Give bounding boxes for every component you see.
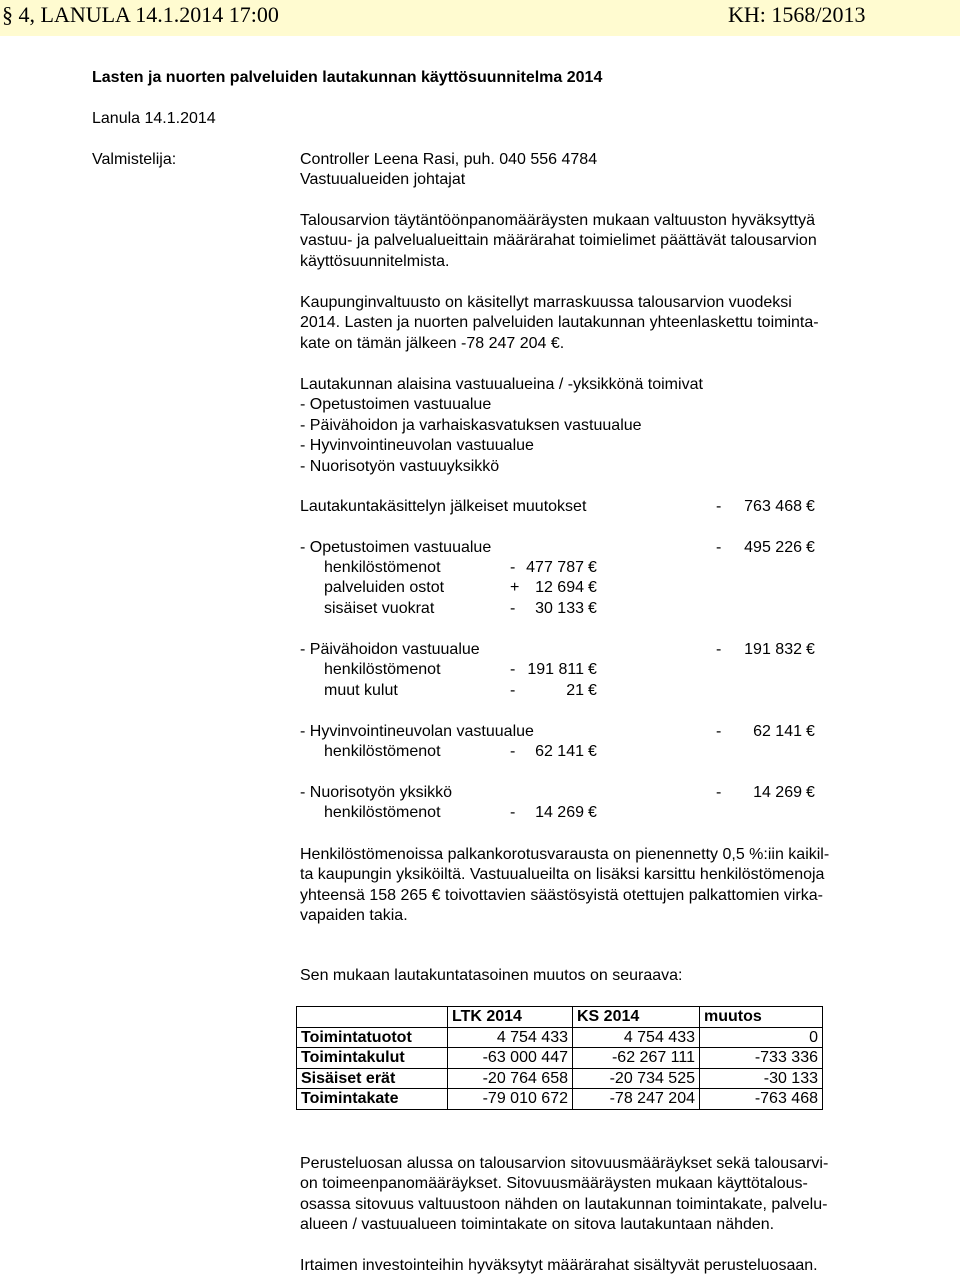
table-row [297, 1068, 823, 1089]
euro-sign: € [806, 723, 815, 740]
text-line: ta kaupungin yksiköiltä. Vastuualueilta on lisäksi karsittu henkilöstömenoja [300, 866, 825, 884]
text-line: vapaiden takia. [300, 907, 408, 925]
table-header-row [297, 1007, 823, 1028]
euro-sign: € [588, 579, 597, 596]
group-value: 62 141 [753, 723, 802, 740]
text-line: kate on tämän jälkeen -78 247 204 €. [300, 334, 565, 352]
summary-intro: Sen mukaan lautakuntatasoinen muutos on seuraava: [300, 967, 683, 984]
detail-label: henkilöstömenot [324, 559, 441, 576]
text-line: Kaupunginvaltuusto on käsitellyt marraskuussa talousarvion vuodeksi [300, 294, 792, 311]
row-label: Toimintakate [297, 1089, 448, 1110]
detail-label: sisäiset vuokrat [324, 600, 435, 617]
euro-sign: € [588, 682, 597, 699]
table-header-cell: LTK 2014 [448, 1007, 573, 1028]
table-row [297, 1089, 823, 1110]
text-line: on toimeenpanomääräykset. Sitovuusmääräysten mukaan käyttötalous- [300, 1175, 808, 1193]
euro-sign: € [588, 559, 597, 576]
euro-sign: € [806, 784, 815, 801]
preparer-label: Valmistelija: [92, 151, 177, 168]
detail-label: henkilöstömenot [324, 743, 441, 760]
detail-label: henkilöstömenot [324, 804, 441, 821]
row-label: Toimintakulut [297, 1048, 448, 1069]
amount-sign: - [716, 641, 722, 658]
detail-value: 12 694 [535, 579, 584, 596]
paragraph-binding-rules [300, 1154, 880, 1236]
text-line: vastuu- ja palvelualueittain määrärahat toimielimet päättävät talousarvion [300, 232, 817, 250]
detail-value: 477 787 [526, 559, 584, 576]
table-cell: -78 247 204 [573, 1089, 700, 1110]
group-label: - Nuorisotyön yksikkö [300, 784, 453, 801]
amount-sign: - [510, 743, 516, 760]
total-change-line [300, 497, 840, 517]
table-cell: 0 [700, 1027, 823, 1048]
paragraph-council-budget [300, 293, 880, 354]
header-case-number: KH: 1568/2013 [728, 2, 866, 27]
detail-label: muut kulut [324, 682, 398, 699]
table-cell: 4 754 433 [573, 1027, 700, 1048]
euro-sign: € [588, 804, 597, 821]
amount-sign: - [510, 600, 516, 617]
text-line: Talousarvion täytäntöönpanomääräysten mukaan valtuuston hyväksyttyä [300, 212, 815, 229]
preparer-directors: Vastuualueiden johtajat [300, 171, 466, 188]
detail-line [300, 578, 840, 598]
amount-sign: - [510, 559, 516, 576]
amount-sign: - [510, 661, 516, 678]
group-value: 14 269 [753, 784, 802, 801]
euro-sign: € [588, 661, 597, 678]
detail-value: 62 141 [535, 743, 584, 760]
table-cell: -20 764 658 [448, 1068, 573, 1089]
amount-sign: - [716, 539, 722, 556]
preparer-name: Controller Leena Rasi, puh. 040 556 4784 [300, 151, 598, 168]
group-value: 191 832 [744, 641, 802, 658]
text-line: osassa sitovuus valtuustoon nähden on lautakunnan toimintakate, palvelu- [300, 1195, 828, 1213]
group-label: - Opetustoimen vastuualue [300, 539, 492, 556]
group-line-paivahoito [300, 640, 840, 660]
table-header-cell: KS 2014 [573, 1007, 700, 1028]
detail-line [300, 558, 840, 578]
text-line: käyttösuunnitelmista. [300, 252, 450, 270]
header-section-info: § 4, LANULA 14.1.2014 17:00 [2, 2, 279, 27]
detail-line [300, 599, 840, 619]
detail-value: 21 [566, 682, 584, 699]
group-value: 495 226 [744, 539, 802, 556]
table-cell: -63 000 447 [448, 1048, 573, 1069]
group-label: - Hyvinvointineuvolan vastuualue [300, 723, 534, 740]
text-line: 2014. Lasten ja nuorten palveluiden lautakunnan yhteenlaskettu toiminta- [300, 314, 819, 332]
paragraph-investments: Irtaimen investointeihin hyväksytyt määrärahat sisältyvät perusteluosaan. [300, 1257, 818, 1274]
table-cell: -79 010 672 [448, 1089, 573, 1110]
detail-label: henkilöstömenot [324, 661, 441, 678]
amount-sign: - [716, 784, 722, 801]
units-intro: Lautakunnan alaisina vastuualueina / -yksikkönä toimivat [300, 376, 703, 393]
text-line: Henkilöstömenoissa palkankorotusvarausta on pienennetty 0,5 %:iin kaikil- [300, 846, 830, 863]
group-line-neuvola [300, 722, 840, 742]
table-cell: -30 133 [700, 1068, 823, 1089]
euro-sign: € [806, 539, 815, 556]
group-line-opetus [300, 538, 840, 558]
row-label: Sisäiset erät [297, 1068, 448, 1089]
group-label: - Päivähoidon vastuualue [300, 641, 480, 658]
table-row [297, 1048, 823, 1069]
amount-sign: - [716, 723, 722, 740]
detail-label: palveluiden ostot [324, 579, 445, 596]
document-header [0, 0, 960, 36]
paragraph-budget-rules [300, 211, 880, 272]
table-cell: -62 267 111 [573, 1048, 700, 1069]
units-list [300, 375, 880, 477]
list-item: - Nuorisotyön vastuuyksikkö [300, 457, 500, 475]
row-label: Toimintatuotot [297, 1027, 448, 1048]
table-cell: -20 734 525 [573, 1068, 700, 1089]
amount-sign: + [510, 579, 520, 596]
detail-line [300, 742, 840, 762]
detail-value: 30 133 [535, 600, 584, 617]
amount-sign: - [716, 498, 722, 515]
document-title: Lasten ja nuorten palveluiden lautakunnan käyttösuunnitelma 2014 [92, 69, 603, 86]
table-cell: -763 468 [700, 1089, 823, 1110]
detail-line [300, 660, 840, 680]
text-line: Perusteluosan alussa on talousarvion sitovuusmääräykset sekä talousarvi- [300, 1155, 829, 1172]
detail-value: 14 269 [535, 804, 584, 821]
text-line: yhteensä 158 265 € toivottavien säästösyistä otettujen palkattomien virka- [300, 886, 823, 904]
text-line: alueen / vastuualueen toimintakate on sitova lautakuntaan nähden. [300, 1216, 775, 1234]
euro-sign: € [588, 743, 597, 760]
detail-value: 191 811 [527, 661, 584, 678]
total-change-label: Lautakuntakäsittelyn jälkeiset muutokset [300, 498, 587, 515]
paragraph-salary-reserve [300, 845, 880, 927]
table-header-cell: muutos [700, 1007, 823, 1028]
table-header-cell [297, 1007, 448, 1028]
list-item: - Opetustoimen vastuualue [300, 396, 492, 414]
list-item: - Päivähoidon ja varhaiskasvatuksen vastuualue [300, 416, 642, 434]
total-change-value: 763 468 [744, 498, 802, 515]
detail-line [300, 681, 840, 701]
table-cell: -733 336 [700, 1048, 823, 1069]
euro-sign: € [806, 641, 815, 658]
table-row [297, 1027, 823, 1048]
group-line-nuoriso [300, 783, 840, 803]
euro-sign: € [806, 498, 815, 515]
amount-sign: - [510, 682, 516, 699]
euro-sign: € [588, 600, 597, 617]
amount-sign: - [510, 804, 516, 821]
detail-line [300, 803, 840, 823]
summary-table [296, 1006, 823, 1110]
document-date: Lanula 14.1.2014 [92, 110, 216, 127]
list-item: - Hyvinvointineuvolan vastuualue [300, 437, 534, 455]
table-cell: 4 754 433 [448, 1027, 573, 1048]
